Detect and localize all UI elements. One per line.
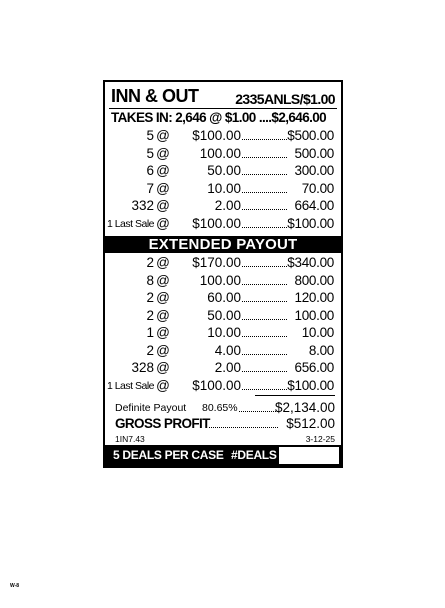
leader-dots — [242, 389, 287, 390]
extended-row — [105, 290, 341, 308]
prize-amount: 10.00 — [207, 180, 241, 196]
definite-payout-label: Definite Payout — [115, 402, 187, 414]
prize-total: $100.00 — [287, 215, 334, 231]
at-symbol: @ — [156, 180, 170, 196]
form-number: 2335ANLS/$1.00 — [235, 91, 335, 107]
prize-total: $500.00 — [287, 128, 334, 143]
extended-row — [105, 308, 341, 326]
footer-code: 1IN7.43 — [115, 434, 145, 444]
flare-header — [111, 85, 335, 107]
at-symbol: @ — [156, 342, 170, 358]
prize-total: $100.00 — [287, 377, 334, 393]
prize-amount: 100.00 — [199, 145, 241, 161]
prize-amount: $100.00 — [192, 128, 241, 143]
gross-profit-value: $512.00 — [286, 416, 335, 431]
at-symbol: @ — [156, 255, 170, 270]
payout-row — [105, 163, 341, 181]
prize-amount: $170.00 — [192, 255, 241, 270]
at-symbol: @ — [156, 325, 170, 340]
leader-dots — [242, 284, 287, 285]
leader-dots — [242, 336, 287, 337]
deals-label: #DEALS — [231, 448, 277, 462]
win-count: 1 Last Sale — [106, 379, 154, 392]
payout-percent: 80.65% — [202, 402, 238, 414]
total-rule — [255, 395, 335, 396]
prize-total: 120.00 — [294, 290, 334, 305]
prize-total: 656.00 — [294, 360, 334, 375]
header-rule — [109, 108, 337, 109]
leader-dots — [242, 139, 287, 140]
prize-amount: 2.00 — [214, 360, 241, 375]
leader-dots — [242, 354, 287, 355]
prize-amount: 4.00 — [214, 342, 241, 358]
prize-amount: 2.00 — [214, 198, 241, 213]
deals-bar — [105, 445, 341, 466]
gross-profit-label: GROSS PROFIT — [115, 416, 210, 431]
gross-profit-line — [115, 416, 335, 433]
win-count: 1 Last Sale — [106, 217, 154, 230]
leader-dots — [242, 266, 287, 267]
prize-total: 800.00 — [294, 272, 334, 288]
leader-dots — [242, 209, 287, 210]
prize-total: 10.00 — [301, 325, 334, 340]
definite-payout-value: $2,134.00 — [274, 400, 335, 415]
prize-amount: $100.00 — [192, 377, 241, 393]
prize-amount: 10.00 — [207, 325, 241, 340]
leader-dots — [242, 174, 287, 175]
leader-dots — [239, 411, 278, 412]
win-count: 2 — [146, 307, 154, 323]
prize-amount: 50.00 — [207, 163, 241, 178]
extended-row — [105, 325, 341, 343]
extended-row — [105, 273, 341, 291]
prize-total: 300.00 — [294, 163, 334, 178]
win-count: 2 — [146, 255, 154, 270]
win-count: 2 — [146, 290, 154, 305]
extended-payout-banner: EXTENDED PAYOUT — [105, 236, 341, 253]
at-symbol: @ — [156, 272, 170, 288]
leader-dots — [242, 192, 287, 193]
prize-amount: $100.00 — [192, 215, 241, 231]
at-symbol: @ — [156, 360, 170, 375]
win-count: 328 — [131, 360, 154, 375]
takes-in-line: TAKES IN: 2,646 @ $1.00 ....$2,646.00 — [111, 110, 327, 125]
definite-payout-line — [115, 400, 335, 416]
payout-row — [105, 128, 341, 146]
win-count: 2 — [146, 342, 154, 358]
win-count: 8 — [146, 272, 154, 288]
prize-total: $340.00 — [287, 255, 334, 270]
at-symbol: @ — [156, 290, 170, 305]
prize-amount: 100.00 — [199, 272, 241, 288]
leader-dots — [242, 157, 287, 158]
win-count: 332 — [131, 198, 154, 213]
win-count: 5 — [146, 128, 154, 143]
win-count: 6 — [146, 163, 154, 178]
extended-row — [105, 255, 341, 273]
extended-row-last-sale — [105, 378, 341, 396]
prize-amount: 60.00 — [207, 290, 241, 305]
win-count: 7 — [146, 180, 154, 196]
ticket-flare-card — [103, 80, 343, 468]
at-symbol: @ — [156, 128, 170, 143]
leader-dots — [209, 427, 278, 428]
at-symbol: @ — [156, 145, 170, 161]
prize-amount: 50.00 — [207, 307, 241, 323]
prize-total: 100.00 — [294, 307, 334, 323]
game-name: INN & OUT — [111, 86, 199, 106]
at-symbol: @ — [156, 377, 170, 393]
leader-dots — [242, 319, 287, 320]
prize-total: 664.00 — [294, 198, 334, 213]
payout-row — [105, 198, 341, 216]
prize-total: 70.00 — [301, 180, 334, 196]
leader-dots — [242, 371, 287, 372]
leader-dots — [242, 301, 287, 302]
payout-row — [105, 181, 341, 199]
at-symbol: @ — [156, 307, 170, 323]
leader-dots — [242, 227, 287, 228]
footer-line — [115, 434, 335, 444]
deals-per-case: 5 DEALS PER CASE — [113, 448, 224, 462]
at-symbol: @ — [156, 163, 170, 178]
footer-date: 3-12-25 — [305, 434, 335, 444]
prize-total: 8.00 — [308, 342, 334, 358]
win-count: 1 — [146, 325, 154, 340]
payout-row — [105, 146, 341, 164]
extended-row — [105, 360, 341, 378]
corner-code: W-8 — [10, 583, 20, 589]
payout-row-last-sale — [105, 216, 341, 234]
win-count: 5 — [146, 145, 154, 161]
deals-entry-box — [279, 447, 339, 464]
prize-total: 500.00 — [294, 145, 334, 161]
extended-row — [105, 343, 341, 361]
at-symbol: @ — [156, 215, 170, 231]
at-symbol: @ — [156, 198, 170, 213]
